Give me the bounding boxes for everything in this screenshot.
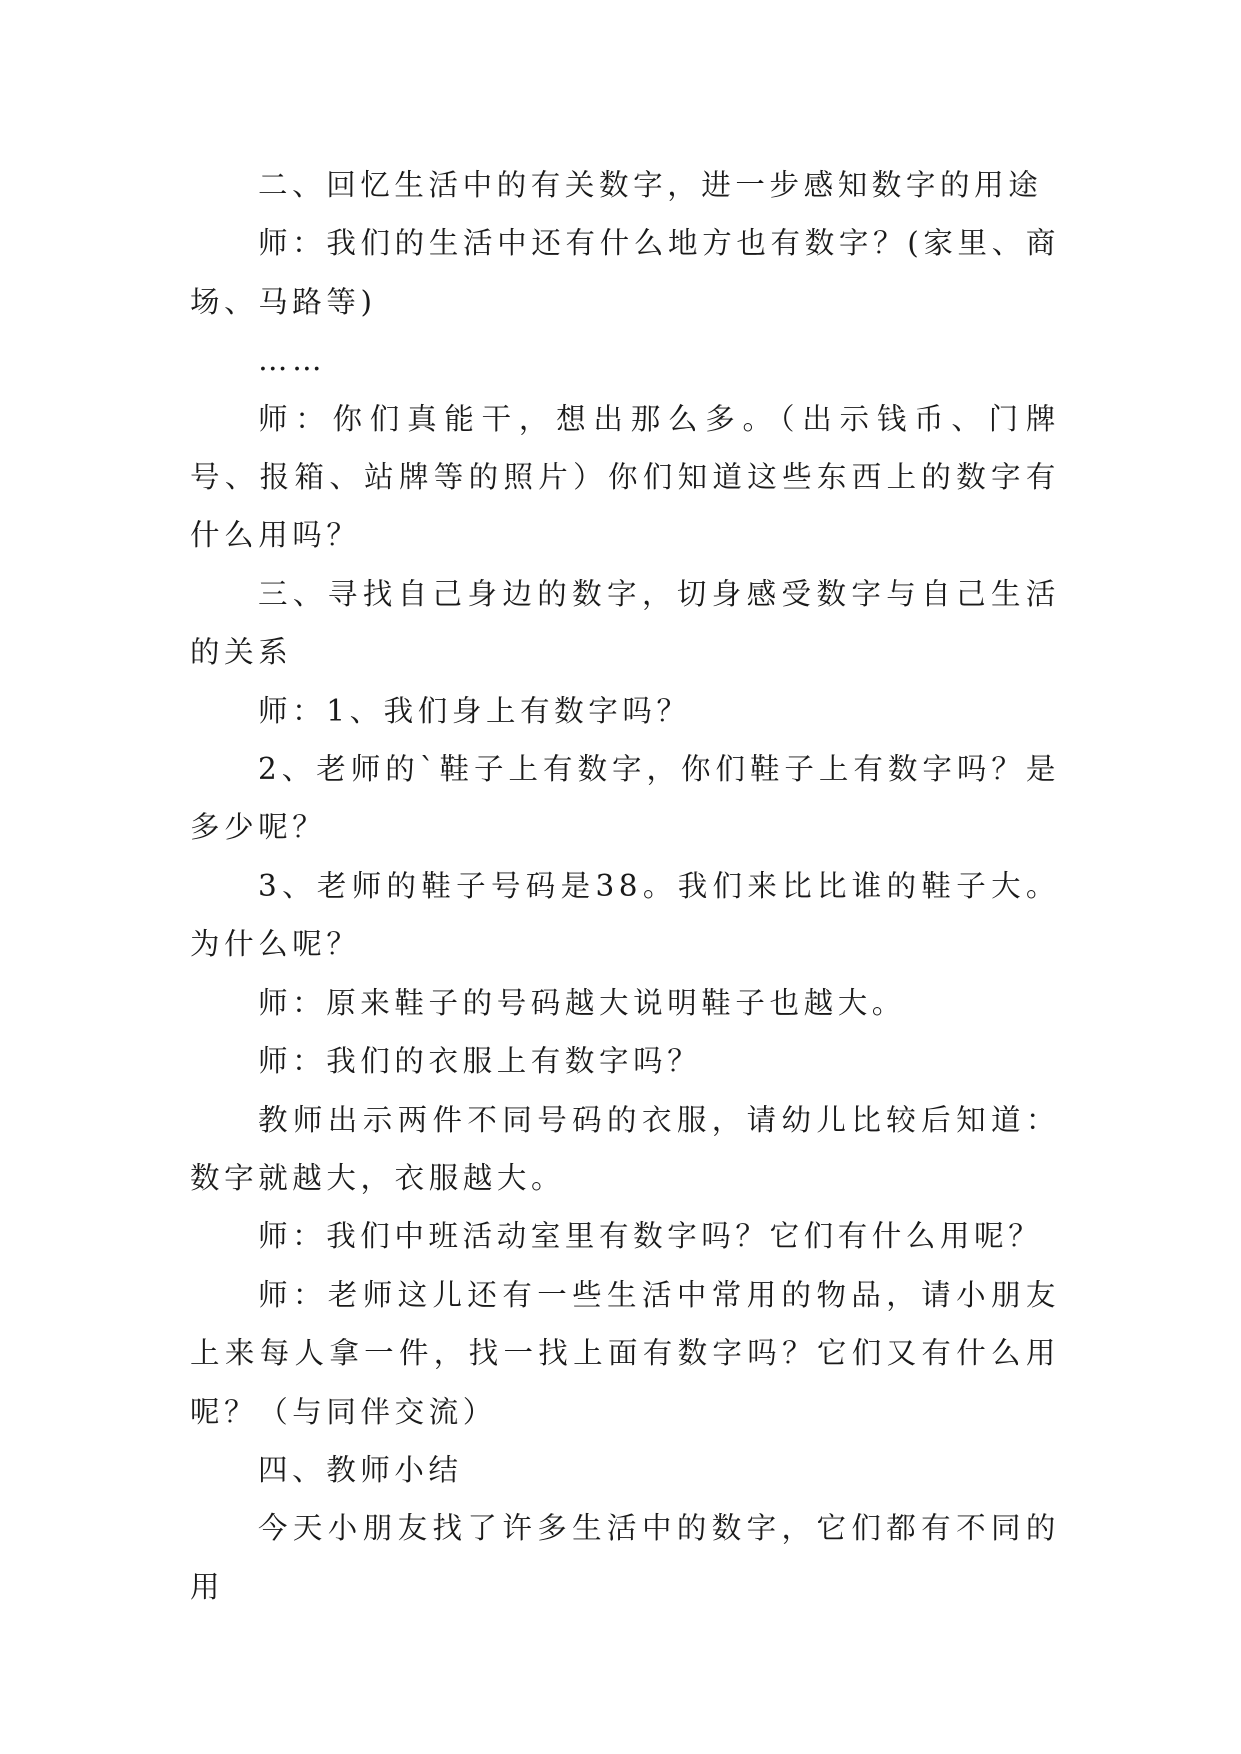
paragraph-clothes-question: 师：我们的衣服上有数字吗？ [258, 1044, 702, 1079]
paragraph-question-2: 2、老师的`鞋子上有数字，你们鞋子上有数字吗？是多少呢？ [190, 752, 1060, 845]
paragraph-shoe-size-conclusion: 师：原来鞋子的号码越大说明鞋子也越大。 [258, 985, 906, 1020]
paragraph-daily-items: 师：老师这儿还有一些生活中常用的物品，请小朋友上来每人拿一件，找一找上面有数字吗？它们又有什么用呢？（与同伴交流） [190, 1277, 1060, 1429]
heading-section-4: 四、教师小结 [258, 1452, 463, 1487]
paragraph-clothes-comparison: 教师出示两件不同号码的衣服，请幼儿比较后知道：数字就越大，衣服越大。 [190, 1102, 1060, 1195]
paragraph-question-3: 3、老师的鞋子号码是38。我们来比比谁的鞋子大。为什么呢？ [190, 868, 1060, 962]
paragraph-question-1: 师：1、我们身上有数字吗？ [258, 693, 691, 728]
paragraph-classroom-question: 师：我们中班活动室里有数字吗？它们有什么用呢？ [258, 1219, 1043, 1254]
document-page [190, 156, 1060, 1616]
paragraph-teacher-photos: 师：你们真能干，想出那么多。（出示钱币、门牌号、报箱、站牌等的照片）你们知道这些东西上的数字有什么用吗？ [190, 401, 1060, 553]
paragraph-summary: 今天小朋友找了许多生活中的数字，它们都有不同的用 [190, 1511, 1060, 1604]
heading-section-2: 二、回忆生活中的有关数字，进一步感知数字的用途 [258, 168, 1043, 202]
heading-section-3: 三、寻找自己身边的数字，切身感受数字与自己生活的关系 [190, 576, 1060, 670]
paragraph-teacher-question-places: 师：我们的生活中还有什么地方也有数字？(家里、商场、马路等) [190, 226, 1060, 319]
paragraph-ellipsis: …… [258, 343, 327, 378]
